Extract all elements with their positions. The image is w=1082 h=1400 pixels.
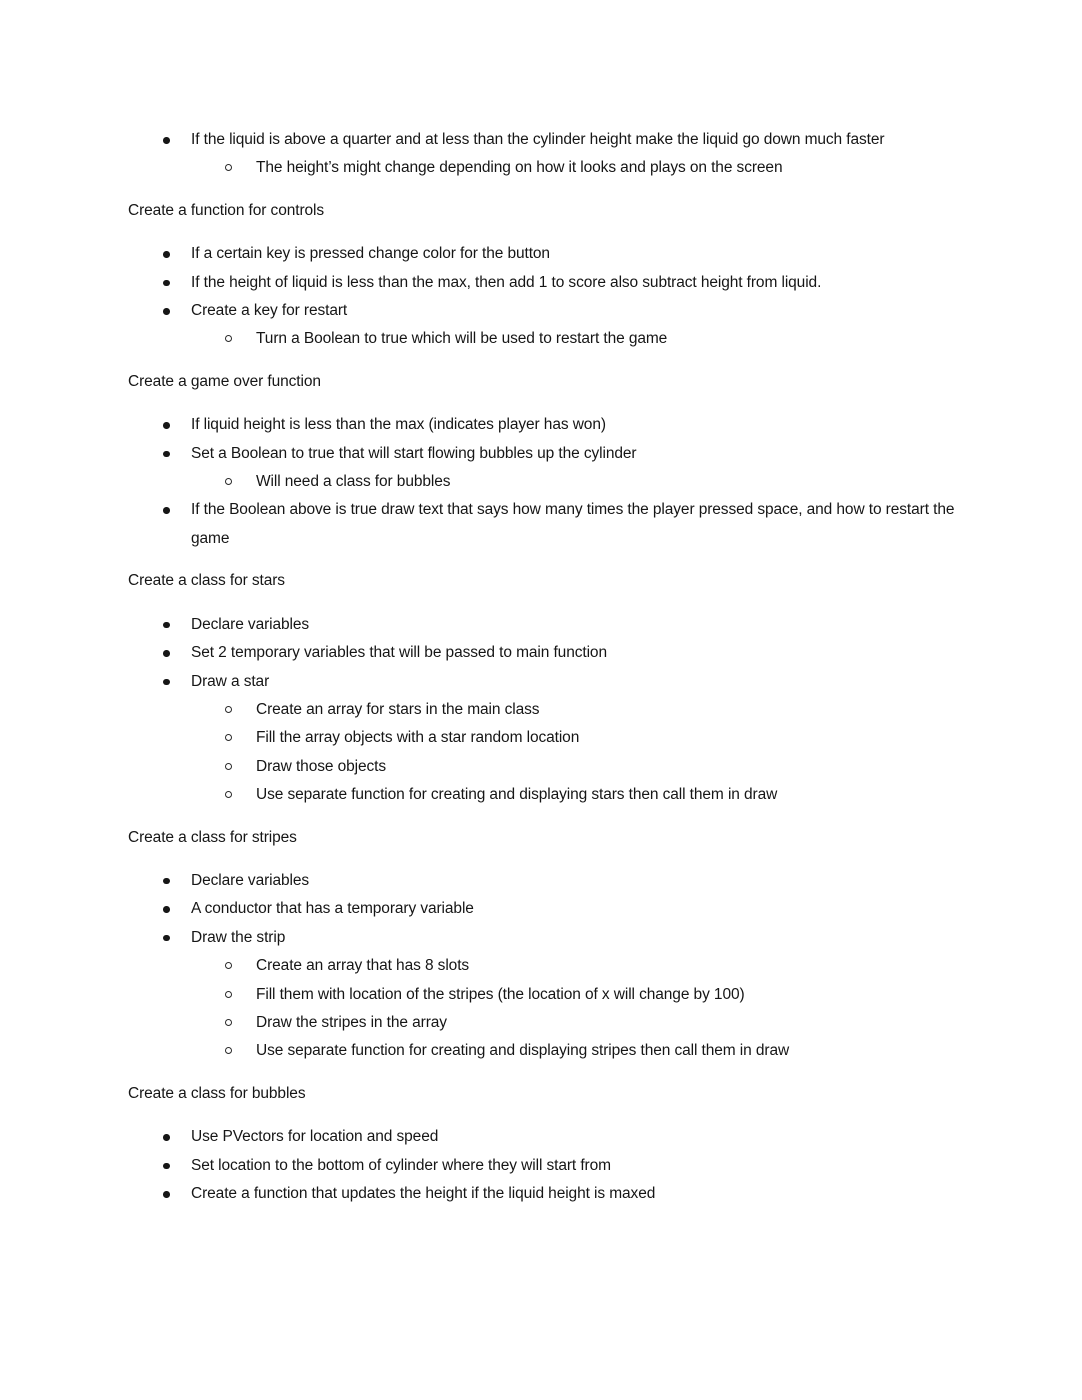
bullet-item [128, 639, 976, 667]
bullet-item [128, 1123, 976, 1151]
sub-bullet-item: Fill them with location of the stripes (the location of x will change by 100) [191, 981, 976, 1009]
bullet-text: Declare variables [191, 615, 310, 633]
bullet-list [128, 240, 976, 354]
bullet-item [128, 1180, 976, 1208]
section-heading: Create a game over function [128, 372, 321, 390]
bullet-item [128, 668, 976, 810]
sub-bullet-list [191, 325, 976, 353]
section-heading: Create a function for controls [128, 201, 325, 219]
sub-bullet-item: Will need a class for bubbles [191, 468, 976, 496]
bullet-text: If the Boolean above is true draw text that says how many times the player pressed space, and how to restart the game [191, 501, 955, 547]
bullet-text: If the liquid is above a quarter and at less than the cylinder height make the liquid go down much faster [191, 131, 885, 148]
sub-bullet-item: Fill the array objects with a star random location [191, 724, 976, 752]
bullet-text: Create a key for restart [191, 302, 348, 320]
bullet-item [128, 611, 976, 639]
document-content [128, 126, 976, 1208]
bullet-text: A conductor that has a temporary variable [191, 900, 474, 918]
section-heading: Create a class for stars [128, 572, 285, 590]
bullet-item [128, 269, 976, 297]
bullet-text: Declare variables [191, 871, 310, 889]
bullet-text: Set location to the bottom of cylinder where they will start from [191, 1156, 611, 1174]
bullet-item [128, 895, 976, 923]
bullet-text: Use PVectors for location and speed [191, 1128, 439, 1146]
bullet-item [128, 496, 976, 553]
sub-bullet-list [191, 154, 976, 182]
sub-bullet-item: Create an array that has 8 slots [191, 952, 976, 980]
bullet-list [128, 867, 976, 1066]
section-heading: Create a class for stripes [128, 828, 297, 846]
bullet-list [128, 411, 976, 553]
bullet-text: If liquid height is less than the max (indicates player has won) [191, 416, 606, 434]
bullet-list [128, 611, 976, 810]
sub-bullet-list [191, 952, 976, 1066]
sub-bullet-item: The height’s might change depending on how it looks and plays on the screen [191, 154, 976, 182]
bullet-item [128, 440, 976, 497]
sub-bullet-list [191, 696, 976, 810]
sub-bullet-item: Create an array for stars in the main class [191, 696, 976, 724]
bullet-item [128, 126, 976, 183]
sub-bullet-list [191, 468, 976, 496]
bullet-list [128, 1123, 976, 1208]
bullet-item [128, 1152, 976, 1180]
bullet-text: Set a Boolean to true that will start flowing bubbles up the cylinder [191, 444, 637, 462]
bullet-text: If the height of liquid is less than the max, then add 1 to score also subtract height from liquid. [191, 273, 822, 291]
bullet-item [128, 411, 976, 439]
bullet-list [128, 126, 976, 183]
bullet-text: Set 2 temporary variables that will be passed to main function [191, 644, 607, 662]
bullet-text: Create a function that updates the height if the liquid height is maxed [191, 1185, 656, 1202]
bullet-item [128, 924, 976, 1066]
sub-bullet-item: Draw those objects [191, 753, 976, 781]
sub-bullet-item: Use separate function for creating and displaying stars then call them in draw [191, 781, 976, 809]
sub-bullet-item: Use separate function for creating and displaying stripes then call them in draw [191, 1037, 976, 1065]
bullet-text: If a certain key is pressed change color for the button [191, 245, 550, 263]
bullet-item [128, 240, 976, 268]
section-heading: Create a class for bubbles [128, 1084, 306, 1102]
bullet-text: Draw the strip [191, 928, 286, 946]
bullet-text: Draw a star [191, 672, 270, 690]
bullet-item [128, 297, 976, 354]
sub-bullet-item: Turn a Boolean to true which will be used to restart the game [191, 325, 976, 353]
bullet-item [128, 867, 976, 895]
sub-bullet-item: Draw the stripes in the array [191, 1009, 976, 1037]
